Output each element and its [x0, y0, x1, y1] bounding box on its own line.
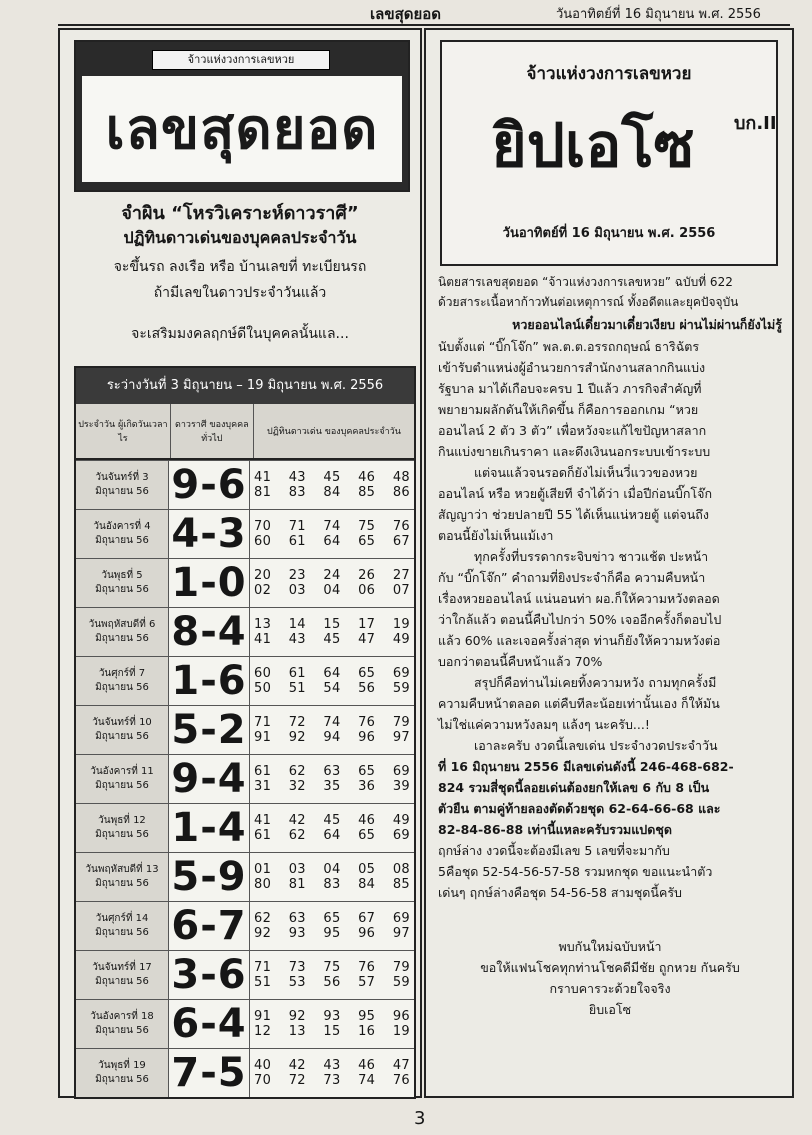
lucky-number: 46	[358, 813, 376, 828]
row-day-name: วันอังคารที่ 18	[90, 1011, 154, 1022]
lucky-number: 73	[288, 960, 306, 975]
row-day-name: วันพฤหัสบดีที่ 6	[88, 619, 156, 630]
lucky-number: 47	[392, 1058, 410, 1073]
lucky-number: 91	[254, 730, 272, 745]
lucky-number: 13	[254, 617, 272, 632]
row-numbers-line2	[254, 975, 414, 990]
row-star-pair: 1-6	[169, 657, 250, 705]
row-numbers-line2	[254, 632, 414, 647]
lucky-number: 75	[358, 519, 376, 534]
table-row	[76, 656, 414, 705]
article-line: ที่ 16 มิถุนายน 2556 มีเลขเด่นดังนี้ 246-468-682-	[438, 759, 734, 774]
lucky-number: 57	[358, 975, 376, 990]
article-line: ว่าใกล้แล้ว ตอนนี้คืบไปกว่า 50% เจออีกครั้งก็ตอบไป	[438, 612, 722, 627]
lucky-number: 97	[392, 730, 410, 745]
intro-line: นิตยสารเลขสุดยอด “จ้าวแห่งวงการเลขหวย” ฉบับที่ 622	[438, 275, 733, 289]
lucky-number: 41	[254, 813, 272, 828]
row-day-month: มิถุนายน 56	[95, 633, 149, 644]
left-text-line: จะเสริมมงคลฤกษ์ดีในบุคคลนั้นแล...	[131, 326, 349, 342]
closing-line: พบกันใหม่ฉบับหน้า	[558, 939, 662, 954]
lucky-number: 23	[288, 568, 306, 583]
article-line: นับตั้งแต่ “บิ๊กโจ๊ก” พล.ต.ต.อรรถกฤษณ์ ธาริฉัตร	[438, 339, 700, 354]
row-day-name: วันศุกร์ที่ 14	[95, 913, 149, 924]
lucky-number: 69	[392, 764, 410, 779]
row-numbers-line1	[254, 862, 414, 877]
left-text-line: จะขึ้นรถ ลงเรือ หรือ บ้านเลขที่ ทะเบียนรถ	[113, 259, 367, 275]
lucky-number: 96	[358, 926, 376, 941]
row-numbers-line2	[254, 681, 414, 696]
lucky-number: 04	[323, 862, 341, 877]
closing-line: ขอให้แฟนโชคทุกท่านโชคดีมีชัย ถูกหวย กันครับ	[480, 960, 740, 975]
row-numbers-line1	[254, 715, 414, 730]
lucky-number: 56	[323, 975, 341, 990]
row-numbers-line2	[254, 534, 414, 549]
lucky-number: 76	[392, 519, 410, 534]
lucky-number: 01	[254, 862, 272, 877]
row-day-name: วันจันทร์ที่ 3	[95, 472, 149, 483]
article-line: เรื่องหวยออนไลน์ แน่นอนท่า ผอ.ก็ให้ความหวังตลอด	[438, 591, 720, 606]
lucky-number: 74	[358, 1073, 376, 1088]
lucky-number: 97	[392, 926, 410, 941]
article-line: ออนไลน์ 2 ตัว 3 ตัว” เพื่อหวังจะแก้ไขปัญหาสลาก	[438, 423, 707, 438]
article-line: รัฐบาล มาได้เกือบจะครบ 1 ปีแล้ว ภารกิจสำคัญที่	[438, 381, 702, 396]
row-day	[76, 559, 169, 607]
article-line: 824 รวมสี่ชุดนี้ลอยเด่นต้องยกให้เลข 6 กับ 8 เป็น	[438, 780, 710, 795]
row-day-month: มิถุนายน 56	[95, 584, 149, 595]
article-line: ไม่ใช่แค่ความหวังลมๆ แล้งๆ นะครับ...!	[438, 717, 650, 732]
row-numbers-line2	[254, 583, 414, 598]
row-numbers	[250, 951, 414, 999]
row-day	[76, 1000, 169, 1048]
left-logo-band	[82, 76, 402, 182]
lucky-number: 92	[288, 1009, 306, 1024]
row-day	[76, 804, 169, 852]
row-day-month: มิถุนายน 56	[95, 878, 149, 889]
lucky-number: 81	[288, 877, 306, 892]
lucky-number: 95	[323, 926, 341, 941]
lucky-number: 73	[323, 1073, 341, 1088]
lucky-number: 51	[254, 975, 272, 990]
row-star-pair: 6-4	[169, 1000, 250, 1048]
row-day-name: วันอังคารที่ 4	[93, 521, 151, 532]
lucky-number: 39	[392, 779, 410, 794]
row-day	[76, 853, 169, 901]
lucky-number: 74	[323, 715, 341, 730]
lucky-number: 70	[254, 519, 272, 534]
lucky-number: 45	[323, 470, 341, 485]
lucky-number: 31	[254, 779, 272, 794]
lucky-number: 92	[288, 730, 306, 745]
lucky-number: 70	[254, 1073, 272, 1088]
lucky-number: 42	[288, 813, 306, 828]
row-numbers	[250, 1000, 414, 1048]
lucky-number: 86	[392, 485, 410, 500]
left-logo-tagline: จ้าวแห่งวงการเลขหวย	[152, 50, 330, 70]
lucky-number: 64	[323, 534, 341, 549]
lucky-number: 08	[392, 862, 410, 877]
row-day-month: มิถุนายน 56	[95, 1074, 149, 1085]
row-numbers-line1	[254, 666, 414, 681]
lucky-number: 85	[358, 485, 376, 500]
col-header-star: ดาวราศี ของบุคคลทั่วไป	[171, 404, 254, 458]
lucky-number: 65	[358, 534, 376, 549]
lucky-number: 65	[358, 828, 376, 843]
row-day-month: มิถุนายน 56	[95, 731, 149, 742]
lucky-number: 46	[358, 470, 376, 485]
lucky-number: 19	[392, 1024, 410, 1039]
row-star-pair: 5-9	[169, 853, 250, 901]
page-number: 3	[414, 1108, 426, 1129]
article-title: หวยออนไลน์เดี๋ยวมาเดี๋ยวเงียบ ผ่านไม่ผ่านก็ยังไม่รู้	[512, 317, 782, 332]
row-numbers	[250, 853, 414, 901]
header-rule	[58, 24, 790, 26]
row-day-month: มิถุนายน 56	[95, 976, 149, 987]
lucky-number: 32	[288, 779, 306, 794]
page-header	[0, 0, 812, 24]
lucky-number: 72	[288, 1073, 306, 1088]
lucky-number: 26	[358, 568, 376, 583]
table-date-range: ระว่างวันที่ 3 มิถุนายน – 19 มิถุนายน พ.ศ. 2556	[76, 368, 414, 404]
left-text-line: ถ้ามีเลขในดาวประจำวันแล้ว	[153, 285, 327, 301]
lucky-number: 36	[358, 779, 376, 794]
table-row	[76, 1048, 414, 1097]
row-day-name: วันพุธที่ 12	[98, 815, 146, 826]
lucky-number: 84	[323, 485, 341, 500]
left-logo-title: เลขสุดยอด	[105, 97, 379, 162]
lucky-number: 45	[323, 632, 341, 647]
row-day-name: วันอังคารที่ 11	[90, 766, 154, 777]
lucky-number: 43	[288, 470, 306, 485]
lucky-number: 20	[254, 568, 272, 583]
lucky-number: 96	[392, 1009, 410, 1024]
row-day-month: มิถุนายน 56	[95, 829, 149, 840]
lucky-number: 13	[288, 1024, 306, 1039]
row-numbers-line2	[254, 1024, 414, 1039]
lucky-number: 02	[254, 583, 272, 598]
lucky-number: 40	[254, 1058, 272, 1073]
article-line: ความคืบหน้าตลอด แต่คืบทีละน้อยเท่านั้นเอง ก็ให้มัน	[438, 696, 720, 711]
table-row	[76, 558, 414, 607]
row-day	[76, 510, 169, 558]
table-row	[76, 460, 414, 509]
row-numbers-line1	[254, 470, 414, 485]
lucky-number: 45	[323, 813, 341, 828]
right-column	[424, 28, 794, 1098]
table-row	[76, 901, 414, 950]
row-day-name: วันพฤหัสบดีที่ 13	[85, 864, 159, 875]
lucky-number: 56	[358, 681, 376, 696]
row-numbers	[250, 755, 414, 803]
row-numbers-line1	[254, 1009, 414, 1024]
lucky-number: 54	[323, 681, 341, 696]
row-day-month: มิถุนายน 56	[95, 1025, 149, 1036]
row-day-month: มิถุนายน 56	[95, 927, 149, 938]
lucky-number: 92	[254, 926, 272, 941]
table-row	[76, 754, 414, 803]
right-logo-tagline: จ้าวแห่งวงการเลขหวย	[526, 64, 692, 84]
row-star-pair: 7-5	[169, 1049, 250, 1097]
intro-line: ด้วยสาระเนื้อหาก้าวทันต่อเหตุการณ์ ทั้งอดีตและยุคปัจจุบัน	[438, 295, 739, 309]
paper-name: เลขสุดยอด	[370, 5, 442, 23]
article-line: ตัวยืน ตามคู่ท้ายลองตัดด้วยชุด 62-64-66-68 และ	[438, 801, 721, 816]
row-star-pair: 1-4	[169, 804, 250, 852]
lucky-number: 05	[358, 862, 376, 877]
lucky-number: 46	[358, 1058, 376, 1073]
lucky-number: 69	[392, 911, 410, 926]
lucky-number: 76	[358, 715, 376, 730]
left-subheadline: ปฏิทินดาวเด่นของบุคคลประจำวัน	[123, 228, 357, 247]
lucky-number: 61	[254, 828, 272, 843]
left-headline: จำผิน “โหรวิเคราะห์ดาวราศี”	[121, 203, 359, 224]
row-numbers-line2	[254, 779, 414, 794]
row-day	[76, 951, 169, 999]
row-numbers-line1	[254, 568, 414, 583]
lucky-number: 69	[392, 828, 410, 843]
lucky-number: 51	[288, 681, 306, 696]
lucky-number: 91	[254, 1009, 272, 1024]
lucky-number: 76	[358, 960, 376, 975]
lucky-number: 49	[392, 632, 410, 647]
article-line: ออนไลน์ หรือ หวยตู้เสียที จำได้ว่า เมื่อปีก่อนบิ๊กโจ๊ก	[438, 486, 713, 501]
lucky-number: 69	[392, 666, 410, 681]
lucky-number: 62	[288, 828, 306, 843]
lucky-number: 03	[288, 862, 306, 877]
col-header-numbers: ปฏิทินดาวเด่น ของบุคคลประจำวัน	[266, 427, 401, 437]
row-star-pair: 4-3	[169, 510, 250, 558]
row-day-name: วันพุธที่ 19	[98, 1060, 146, 1071]
lucky-number: 35	[323, 779, 341, 794]
article-line: ทุกครั้งที่บรรดากระจิบข่าว ชาวแช้ต ปะหน้า	[474, 549, 709, 564]
article-line: 82-84-86-88 เท่านี้แหละครับรวมแปดชุด	[438, 822, 672, 837]
table-row	[76, 999, 414, 1048]
lucky-number: 06	[358, 583, 376, 598]
table-row	[76, 509, 414, 558]
right-logo	[440, 40, 778, 266]
lucky-number: 53	[288, 975, 306, 990]
article-line: ฤกษ์ล่าง งวดนี้จะต้องมีเลข 5 เลขที่จะมากับ	[438, 843, 670, 858]
lucky-number: 12	[254, 1024, 272, 1039]
lucky-number: 19	[392, 617, 410, 632]
row-day-name: วันจันทร์ที่ 17	[92, 962, 152, 973]
article-closing	[438, 936, 782, 1020]
lucky-number: 59	[392, 681, 410, 696]
lucky-number: 85	[392, 877, 410, 892]
article-line: เข้ารับตำแหน่งผู้อำนวยการสำนักงานสลากกินแบ่ง	[438, 360, 706, 375]
col-header-day: ประจำวัน ผู้เกิดวันเวลาไร	[76, 404, 171, 458]
row-day	[76, 755, 169, 803]
issue-date: วันอาทิตย์ที่ 16 มิถุนายน พ.ศ. 2556	[556, 7, 761, 22]
lucky-number: 03	[288, 583, 306, 598]
article-line: กับ “บิ๊กโจ๊ก” คำถามที่ยิงประจำก็คือ ความคืบหน้า	[438, 570, 706, 585]
lucky-number: 62	[254, 911, 272, 926]
lucky-number: 49	[392, 813, 410, 828]
row-numbers	[250, 559, 414, 607]
row-day-name: วันศุกร์ที่ 7	[98, 668, 146, 679]
row-numbers-line2	[254, 828, 414, 843]
lucky-number: 65	[358, 666, 376, 681]
lucky-number: 47	[358, 632, 376, 647]
article-line: พยายามผลักดันให้เกิดขึ้น ก็คือการออกเกม “หวย	[438, 402, 699, 417]
lucky-number: 41	[254, 470, 272, 485]
row-numbers-line1	[254, 911, 414, 926]
article-line: บอกว่าตอนนี้คืบหน้าแล้ว 70%	[438, 654, 603, 669]
row-day	[76, 461, 169, 509]
row-star-pair: 9-6	[169, 461, 250, 509]
row-day	[76, 706, 169, 754]
lucky-number: 65	[358, 764, 376, 779]
article-line: แล้ว 60% และเจอครั้งล่าสุด ท่านก็ยังให้ความหวังต่อ	[438, 633, 721, 648]
row-numbers	[250, 510, 414, 558]
lucky-number: 50	[254, 681, 272, 696]
row-star-pair: 6-7	[169, 902, 250, 950]
row-numbers	[250, 902, 414, 950]
row-day-month: มิถุนายน 56	[95, 682, 149, 693]
right-logo-edition: บก.II	[734, 113, 777, 134]
row-star-pair: 8-4	[169, 608, 250, 656]
lucky-number: 64	[323, 666, 341, 681]
lucky-number: 67	[392, 534, 410, 549]
table-header	[76, 404, 414, 460]
row-numbers	[250, 706, 414, 754]
lucky-number: 59	[392, 975, 410, 990]
lucky-number: 27	[392, 568, 410, 583]
lucky-number: 24	[323, 568, 341, 583]
row-day-month: มิถุนายน 56	[95, 780, 149, 791]
article-line: 5คือชุด 52-54-56-57-58 รวมหกชุด ขอแนะนำตัว	[438, 864, 713, 879]
row-day	[76, 1049, 169, 1097]
row-numbers	[250, 461, 414, 509]
lucky-number: 80	[254, 877, 272, 892]
article-line: แต่จนแล้วจนรอดก็ยังไม่เห็นวี่แววของหวย	[474, 465, 698, 480]
row-day	[76, 902, 169, 950]
closing-line: กราบคารวะด้วยใจจริง	[549, 981, 671, 996]
lucky-number: 81	[254, 485, 272, 500]
row-numbers-line1	[254, 617, 414, 632]
closing-line: ยิบเอโซ	[588, 1002, 632, 1017]
lucky-number: 95	[358, 1009, 376, 1024]
lucky-number: 84	[358, 877, 376, 892]
lucky-number: 61	[288, 666, 306, 681]
article-line: เอาละครับ งวดนี้เลขเด่น ประจำงวดประจำวัน	[474, 738, 718, 753]
lucky-number: 79	[392, 715, 410, 730]
lucky-number: 60	[254, 534, 272, 549]
row-day	[76, 657, 169, 705]
row-numbers	[250, 608, 414, 656]
row-numbers-line2	[254, 877, 414, 892]
lucky-number: 72	[288, 715, 306, 730]
lucky-number: 17	[358, 617, 376, 632]
lucky-number: 71	[254, 960, 272, 975]
lucky-number: 60	[254, 666, 272, 681]
row-numbers-line2	[254, 485, 414, 500]
row-numbers-line1	[254, 813, 414, 828]
row-day-name: วันจันทร์ที่ 10	[92, 717, 152, 728]
article-line: สรุปก็คือท่านไม่เคยทิ้งความหวัง ถามทุกครั้งมี	[474, 675, 717, 690]
row-day-name: วันพุธที่ 5	[101, 570, 143, 581]
row-star-pair: 1-0	[169, 559, 250, 607]
table-row	[76, 950, 414, 999]
table-row	[76, 803, 414, 852]
lucky-number: 61	[288, 534, 306, 549]
lucky-number: 43	[288, 632, 306, 647]
lucky-number: 62	[288, 764, 306, 779]
table-row	[76, 705, 414, 754]
lucky-number: 83	[323, 877, 341, 892]
lucky-number: 93	[288, 926, 306, 941]
lucky-number: 93	[323, 1009, 341, 1024]
table-row	[76, 607, 414, 656]
lucky-number: 76	[392, 1073, 410, 1088]
lucky-number: 94	[323, 730, 341, 745]
lucky-number: 14	[288, 617, 306, 632]
row-numbers-line1	[254, 764, 414, 779]
article-body	[438, 336, 782, 903]
row-numbers-line2	[254, 730, 414, 745]
lucky-number: 67	[358, 911, 376, 926]
row-star-pair: 3-6	[169, 951, 250, 999]
row-numbers-line1	[254, 960, 414, 975]
lucky-number: 64	[323, 828, 341, 843]
lucky-number: 79	[392, 960, 410, 975]
table-body	[76, 460, 414, 1097]
lucky-number: 16	[358, 1024, 376, 1039]
row-numbers	[250, 804, 414, 852]
lucky-number: 61	[254, 764, 272, 779]
lucky-number: 43	[323, 1058, 341, 1073]
lucky-number: 41	[254, 632, 272, 647]
row-numbers-line1	[254, 1058, 414, 1073]
row-numbers-line2	[254, 1073, 414, 1088]
right-logo-date: วันอาทิตย์ที่ 16 มิถุนายน พ.ศ. 2556	[502, 226, 716, 241]
left-logo	[74, 40, 410, 192]
row-numbers	[250, 657, 414, 705]
lucky-number: 15	[323, 1024, 341, 1039]
row-day-month: มิถุนายน 56	[95, 535, 149, 546]
lucky-number: 65	[323, 911, 341, 926]
article-line: กินแบ่งขายเกินราคา และดึงเงินนอกระบบเข้าระบบ	[438, 444, 711, 459]
lucky-number: 74	[323, 519, 341, 534]
row-star-pair: 5-2	[169, 706, 250, 754]
lucky-number: 83	[288, 485, 306, 500]
lucky-number: 48	[392, 470, 410, 485]
lucky-number-table	[74, 366, 416, 1099]
row-day	[76, 608, 169, 656]
left-column	[58, 28, 422, 1098]
right-logo-title: ยิปเอโซ	[491, 111, 695, 181]
lucky-number: 71	[288, 519, 306, 534]
lucky-number: 63	[323, 764, 341, 779]
row-numbers-line1	[254, 519, 414, 534]
lucky-number: 96	[358, 730, 376, 745]
article-line: ตอนนี้ยังไม่เห็นแม้เงา	[438, 528, 554, 543]
row-day-month: มิถุนายน 56	[95, 486, 149, 497]
table-row	[76, 852, 414, 901]
lucky-number: 15	[323, 617, 341, 632]
lucky-number: 63	[288, 911, 306, 926]
row-numbers	[250, 1049, 414, 1097]
lucky-number: 04	[323, 583, 341, 598]
lucky-number: 07	[392, 583, 410, 598]
row-star-pair: 9-4	[169, 755, 250, 803]
row-numbers-line2	[254, 926, 414, 941]
lucky-number: 75	[323, 960, 341, 975]
article-line: เด่นๆ ฤกษ์ล่างคือชุด 54-56-58 สามชุดนี้ครับ	[438, 885, 682, 900]
lucky-number: 71	[254, 715, 272, 730]
lucky-number: 42	[288, 1058, 306, 1073]
article-line: สัญญาว่า ช่วยปลายปี 55 ได้เห็นแน่หวยตู้ แต่จนถึง	[438, 507, 709, 522]
